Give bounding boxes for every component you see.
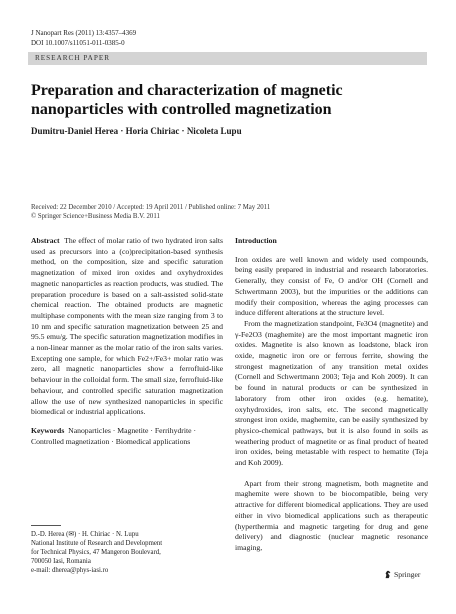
affiliation-email[interactable]: e-mail: dherea@phys-iasi.ro [31, 566, 109, 574]
doi: DOI 10.1007/s11051-011-0385-0 [31, 38, 125, 47]
affiliation-institute: National Institute of Research and Development [31, 539, 163, 547]
keywords-label: Keywords [31, 425, 65, 435]
publisher-name: Springer [394, 570, 421, 579]
keywords [31, 426, 223, 447]
article-type-label: RESEARCH PAPER [35, 54, 111, 62]
affiliation-authors: D.-D. Herea (✉) · H. Chiriac · N. Lupu [31, 531, 139, 538]
paper-title: Preparation and characterization of magnetic nanoparticles with controlled magnetization [31, 82, 343, 118]
journal-citation: J Nanopart Res (2011) 13:4357–4369 [31, 29, 137, 37]
left-column [31, 236, 223, 447]
publisher-footer [384, 570, 420, 579]
intro-paragraph-2: From the magnetization standpoint, Fe3O4 (magnetite) and γ-Fe2O3 (maghemite) are the most important magnetic iron oxides. Magnetite is also known as loadstone, black iron oxide, magnetic iron ore or ferrous ferrite, showing the strongest magnetization of any transition metal oxides (Cornell and Schwertmann 2003; Teja and Koh 2009). It can be found in natural products or can be synthesized in laboratory from other iron oxides (e.g. hematite), oxyhydroxides, iron salts, etc. The second magnetically strongest iron oxide, maghemite, can be easily synthesized by physico-chemical pathways, but it is also found in soils as weathering product of magnetite or as final product of heated iron oxides, being metastable with respect to hematite (Teja and Koh 2009). [235, 318, 428, 468]
publication-history [31, 203, 431, 222]
footnote-divider [31, 525, 61, 526]
intro-paragraph-3: Apart from their strong magnetism, both magnetite and maghemite were shown to be biocompatible, being very attractive for different biomedical applications. They are used either in vivo biomedical applications such as therapeutic (hyperthermia and magnetic targeting for drug and gene delivery) and diagnostic (nuclear magnetic resonance imaging, [235, 478, 428, 552]
abstract-text: The effect of molar ratio of two hydrated iron salts used as precursors into a (co)precipitation-based synthesis method, on the composition, size and specific saturation magnetization of mixed iron oxides and oxyhydroxides magnetic nanoparticles as reaction products, was studied. The preparation procedure is based on a salt-assisted solid-state chemical reaction. The obtained products are magnetic multiphase components with the mean size ranging from 3 to 10 nm and specific saturation magnetization between 25 and 95.5 emu/g. The specific saturation magnetization modifies in a non-linear manner as the molar ratio of the iron salts varies. Excepting one sample, for which Fe2+/Fe3+ molar ratio was zero, all magnetic nanoparticles show a ferrofluid-like behaviour in the colloidal form. The small size, ferrofluid-like behaviour, and controlled specific saturation magnetization allow the use of new synthesized nanoparticles in specific biomedical or industrial applications. [31, 236, 224, 417]
springer-horse-icon [384, 570, 392, 579]
journal-header [31, 29, 136, 48]
keywords-text: Nanoparticles · Magnetite · Ferrihydrite · Controlled magnetization · Biomedical applications [31, 425, 197, 446]
author-affiliation [31, 531, 223, 576]
article-type-banner [28, 52, 427, 65]
affiliation-department: for Technical Physics, 47 Mangeron Boulevard, [31, 548, 161, 556]
intro-paragraph-1: Iron oxides are well known and widely used compounds, being easily prepared in industrial and research laboratories. Generally, they consist of Fe, O and/or OH (Cornell and Schwertmann 2003), but the impurities or the additions can modify their composition, whereas the aging processes can induce different alterations at the structure level. [235, 254, 428, 318]
received-dates: Received: 22 December 2010 / Accepted: 19 April 2011 / Published online: 7 May 2011 [31, 204, 271, 211]
introduction-heading: Introduction [235, 236, 277, 245]
abstract [31, 236, 223, 418]
affiliation-city: 700050 Iasi, Romania [31, 557, 91, 565]
right-column [235, 236, 428, 554]
copyright-line: © Springer Science+Business Media B.V. 2011 [31, 213, 160, 221]
abstract-label: Abstract [31, 236, 60, 245]
author-list: Dumitru-Daniel Herea · Horia Chiriac · Nicoleta Lupu [31, 126, 242, 136]
